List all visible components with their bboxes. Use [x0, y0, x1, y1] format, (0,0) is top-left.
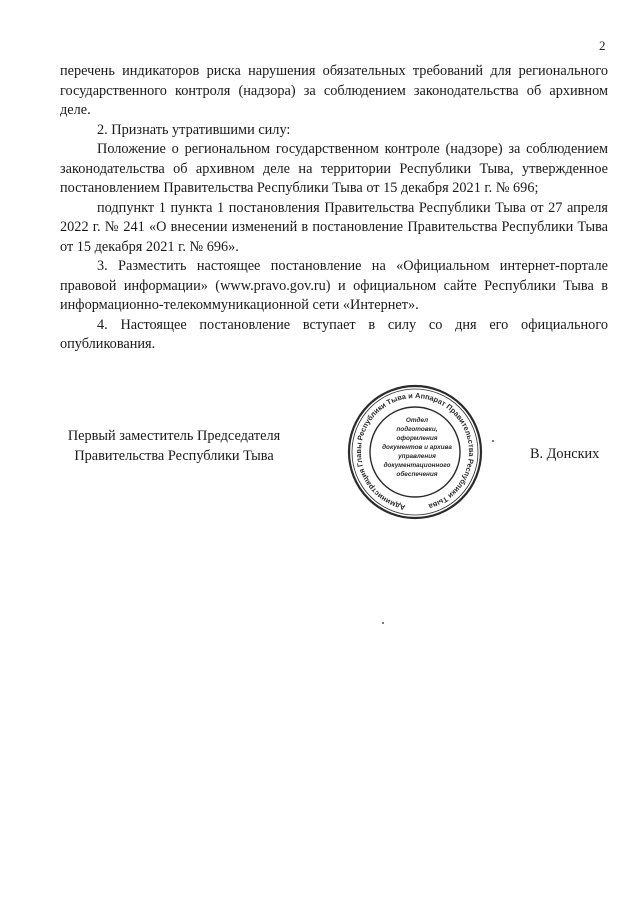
speck-mark [382, 622, 384, 624]
paragraph-item-2: 2. Признать утратившими силу: [97, 121, 291, 138]
paragraph-item-3: 3. Разместить настоящее постановление на «Официальном интернет-портале правовой информации» (www.pravo.gov.ru) и официальном сайте Республики Тыва в информационно-телекоммуникационной сети «Интернет». [60, 258, 608, 313]
signer-name: В. Донских [530, 446, 600, 462]
official-stamp [346, 383, 484, 521]
paragraph-regulation: Положение о региональном государственном контроле (надзоре) за соблюдением законодательства об архивном деле на территории Республики Тыва, утвержденное постановлением Правительства Республики Тыва от 15 декабря 2021 г. № 696; [60, 141, 608, 196]
document-body [60, 62, 608, 355]
paragraph-continuation: перечень индикаторов риска нарушения обязательных требований для регионального государственного контроля (надзора) за соблюдением законодательства об архивном деле. [60, 63, 608, 118]
signer-title [62, 427, 286, 466]
stamp-line-7: обеспечения [396, 471, 438, 478]
stamp-line-2: подготовки, [396, 426, 438, 433]
stamp-line-1: Отдел [405, 417, 429, 424]
stamp-line-3: оформления [396, 435, 438, 442]
signer-title-line-2: Правительства Республики Тыва [74, 447, 274, 464]
stamp-line-4: документов и архива [382, 444, 452, 451]
signer-title-line-1: Первый заместитель Председателя [67, 428, 281, 444]
paragraph-subclause: подпункт 1 пункта 1 постановления Правительства Республики Тыва от 27 апреля 2022 г. № 241 «О внесении изменений в постановление Правительства Республики Тыва от 15 декабря 2021 г. № 696». [60, 199, 608, 255]
stamp-line-6: документационного [383, 462, 451, 469]
svg-text:Администрация Главы Республики [346, 383, 484, 521]
speck-mark [492, 440, 494, 442]
stamp-line-5: управления [398, 453, 436, 460]
stamp-ring-text: Администрация Главы Республики Тыва и Аппарат Правительства Республики Тыва [353, 390, 477, 513]
paragraph-item-4: 4. Настоящее постановление вступает в силу со дня его официального опубликования. [60, 316, 608, 352]
page-number: 2 [599, 38, 606, 53]
